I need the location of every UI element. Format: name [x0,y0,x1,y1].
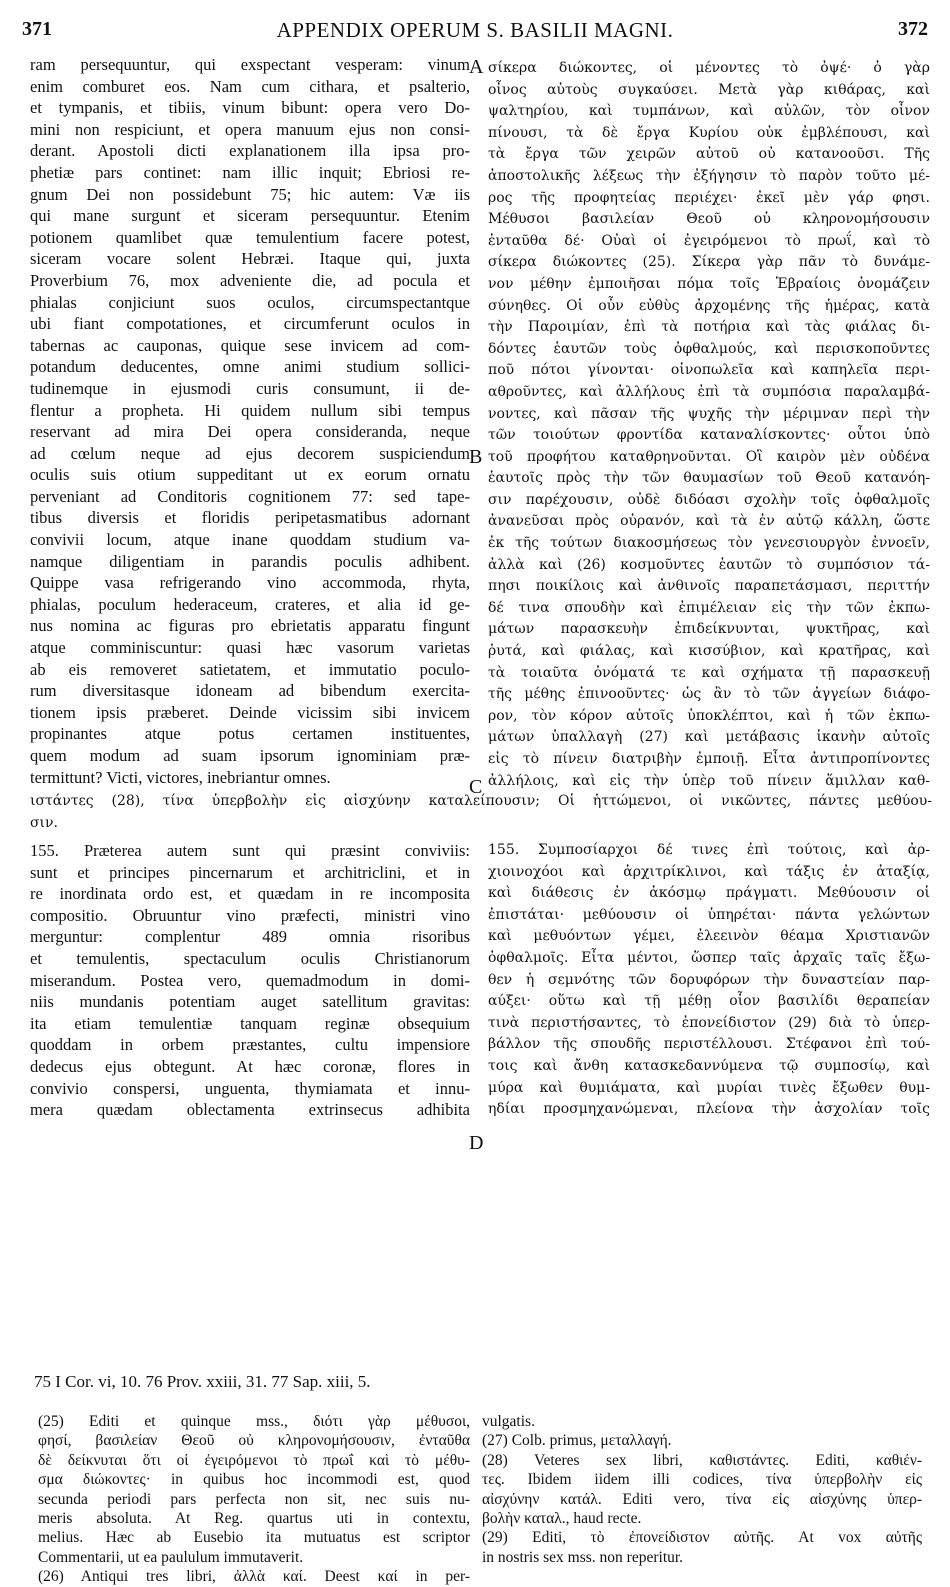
latin-text-line: siceram vocare solent Hebræi. Itaque qui, juxta [30,249,470,269]
latin-text-line: Quippe vasa refrigerando vino accommoda, rhyta, [30,573,470,593]
note-line: φησί, βασιλείαν Θεοῦ οὐ κληρονομήσουσιν, ἐνταῦθα [38,1432,470,1450]
page-header [22,18,928,46]
latin-text-line: ab eis removeret satietatem, et immutatio poculo- [30,659,470,679]
latin-text-line: ubi fiant compotationes, et circumferunt oculos in [30,314,470,334]
latin-text-line: potandum deducentes, omne animi studium sollici- [30,357,470,377]
latin-text-line: tudinemque in ejusmodi curis consumunt, ii de- [30,378,470,398]
note-line: τες. Ibidem iidem illi codices, τίνα ὑπερβολὴν εἰς [482,1471,922,1489]
latin-text-line: et temulentis, spectaculum oculis Christianorum [30,948,470,968]
greek-text-line: τὰ ἔργα τῶν χειρῶν αὐτοῦ οὐ κατανοοῦσι. Τῆς [488,146,930,163]
greek-text-line: μάτων ὑπαλλαγὴ (27) καὶ μετάβασις ἱκανὴν αὐτοῖς [488,729,930,746]
greek-text-line: ἐκ τῆς τούτων διακοσμήσεως τὸν γενεσιουργὸν ἐννοεῖν, [488,535,930,552]
greek-section-155 [488,840,930,1121]
greek-text-line: ποῦ πότοι γίνονται· οἰνοπωλεῖα καὶ καπηλεῖα περι- [488,362,930,379]
note-line: (29) Editi, τὸ ἐπονείδιστον αὐτῆς. At vox αὐτῆς [482,1529,922,1547]
greek-text-line: ιστάντες (28), τίνα ὑπερβολὴν εἰς αἰσχύνην καταλείπουσιν; Οἱ ἡττώμενοι, οἱ νικῶντες, πάντες μεθύου- [30,793,932,809]
note-line: Commentarii, ut ea paululum immutaverit. [38,1548,304,1566]
greek-text-line: ρον, τὸν κόρον αὐτοῖς ὑποκλέπτοι, καὶ ἡ τῶν ἐκπω- [488,707,930,724]
latin-text-line: derant. Apostoli dicti explanationem illa ipsa pro- [30,141,470,161]
latin-text-line: quoddam in orbem præstantes, cultu impensiore [30,1035,470,1055]
note-line: σμα διώκοντες· in quibus hoc incommodi est, quod [38,1471,470,1489]
greek-text-line: ἀλλήλοις, καὶ εἰς τὴν ὑπὲρ τοῦ πίνειν ἅμιλλαν καθ- [488,772,930,789]
latin-text-line: atque comminiscuntur: quasi hæc vasorum varietas [30,638,470,658]
latin-text-line: namque diligentiam in parandis poculis adhibent. [30,551,470,571]
greek-text-line: τῶν τοιούτων φροντίδα καταναλίσκοντες· οὗτοι ὑπὸ [488,427,930,444]
greek-text-line: δόντες ἑαυτῶν τοὺς ὀφθαλμούς, καὶ περισκοποῦντες [488,340,930,357]
note-line: (27) Colb. primus, μεταλλαγή. [482,1432,672,1450]
critical-notes-right [482,1412,922,1567]
greek-text-line: τὰ τοιαῦτα ὀνόματά τε καὶ σχήματα τῇ παρασκευῇ [488,664,930,681]
latin-text-line: qui mane surgunt et siceram persequuntur. Etenim [30,206,470,226]
note-line: (26) Antiqui tres libri, ἀλλὰ καί. Deest καί in per- [38,1568,470,1586]
greek-text-line: νοντες, καὶ πᾶσαν τῆς ψυχῆς τὴν μέριμναν περὶ τὴν [488,405,930,422]
latin-text-line: perveniant ad Conditoris cognitionem 77: sed tape- [30,486,470,506]
latin-text-line: tabernas ac cauponas, quique sese invicem ad com- [30,335,470,355]
greek-text-line: νον μέθην ἐμποιῆσαι πόμα τοῖς Ἑβραίοις ὀνομάζειν [488,275,930,292]
latin-text-line: et tympanis, et tibiis, vinum bibunt: opera vero Do- [30,98,470,118]
greek-text-line: αύξει· οὕτω καὶ τῇ μέθῃ οἷον βασιλίδι θεραπείαν [488,993,930,1010]
greek-text-line: καὶ μεθυόντων γέμει, ἐλεεινὸν θέαμα Χριστιανῶν [488,928,930,945]
greek-text-line: Μέθυσοι βασιλείαν Θεοῦ οὐ κληρονομήσουσιν [488,211,930,228]
latin-text-line: ram persequuntur, qui exspectant vesperam: vinum [30,55,470,74]
latin-text-line: oculis suis otium suppeditant ut ex eorum ornatu [30,465,470,485]
latin-text-line: tionem ipsis præberet. Deinde vicissim sibi invicem [30,702,470,722]
latin-text-line: mera quædam oblectamenta extrinsecus adhibita [30,1100,470,1120]
latin-text-line: convivio conspersi, unguenta, thymiamata et innu- [30,1078,470,1098]
greek-column [488,58,930,792]
greek-text-line: ψαλτηρίου, καὶ τυμπάνων, καὶ αὐλῶν, τὸν οἶνον [488,103,930,120]
latin-text-line: enim comburet eos. Nam cum cithara, et psalterio, [30,76,470,96]
greek-text-line: θεν ἡ σεμνότης τῶν δορυφόρων τὴν δυναστείαν παρ- [488,971,930,988]
greek-text-line: αθροῦντες, καὶ ἀλλήλους ἐπὶ τὰ συμπόσια παραλαμβά- [488,383,930,400]
greek-text-line: ἐνταῦθα δέ· Οὐαὶ οἱ ἐγειρόμενοι τὸ πρωΐ, καὶ τὸ [488,232,930,249]
latin-text-line: merguntur: complentur 489 omnia risoribus [30,927,470,947]
note-line: vulgatis. [482,1413,535,1430]
greek-text-line: τῆς μέθης ἐπινοοῦντες· ὡς ἂν τὸ τῶν ἀγγείων διάφο- [488,686,930,703]
full-width-greek-lines [30,791,932,834]
latin-text-line: reservant ad mira Dei opera consideranda, neque [30,422,470,442]
latin-text-line: phialas, poculum hederaceum, crateres, et alia id ge- [30,594,470,614]
margin-letter-b: B [469,446,483,468]
running-title: APPENDIX OPERUM S. BASILII MAGNI. [276,18,674,42]
latin-text-line: mini non respiciunt, et opera manuum ejus non consi- [30,119,470,139]
greek-text-line: ἀλλὰ καὶ (26) κοσμοῦντες ἑαυτῶν τὸ συμπόσιον τά- [488,556,930,573]
note-line: αἰσχύνην κατάλ. Editi vero, τίνα εἰς αἰσχύνης ὑπερ- [482,1490,922,1508]
greek-text-line: ηδίαι προσμηχανώμεναι, πλείονα τὴν ἀσχολίαν τοῖς [488,1101,930,1118]
latin-text-line: ita etiam temulentiæ tanquam reginæ obsequium [30,1013,470,1033]
note-line: (25) Editi et quinque mss., διότι γὰρ μέθυσοι, [38,1413,470,1430]
latin-text-line: potionem quamlibet quæ temulentium facere potest, [30,227,470,247]
greek-text-line: ἀποστολικῆς λέξεως τὴν ἐξήγησιν τὸ παρὸν τοῦτο μέ- [488,167,930,184]
note-line: in nostris sex mss. non reperitur. [482,1548,684,1566]
note-line: melius. Hæc ab Eusebio ita mutuatus est scriptor [38,1529,470,1547]
latin-text-line: flentur a propheta. Hi quidem nullum sibi tempus [30,400,470,420]
latin-text-line: gnum Dei non possidebunt 75; hic autem: Væ iis [30,184,470,204]
scripture-footnotes: 75 I Cor. vi, 10. 76 Prov. xxiii, 31. 77 Sap. xiii, 5. [34,1372,371,1391]
greek-text-line: πίνουσι, τὰ δὲ ἔργα Κυρίου οὐκ ἐμβλέπουσι, καὶ [488,124,930,141]
greek-text-line: σίκερα διώκοντες, οἱ μένοντες τὸ ὀψέ· ὁ γὰρ [488,60,930,76]
greek-text-line: ῥυτά, καὶ φιάλας, καὶ κισσύβιον, καὶ κρατῆρας, καὶ [488,643,930,660]
latin-text-line: 155. Præterea autem sunt qui præsint conviviis: [30,841,470,860]
latin-text-line: compositio. Obruuntur vino præfecti, ministri vino [30,905,470,925]
greek-text-line: 155. Συμποσίαρχοι δέ τινες ἐπὶ τούτοις, καὶ ἀρ- [488,842,930,858]
page-number-left: 371 [22,18,52,40]
latin-text-line: miserandum. Postea vero, quemadmodum in domi- [30,970,470,990]
greek-text-line: σιν παρέχουσιν, οὐδὲ διδόασι σχολὴν τοῖς ὀφθαλμοῖς [488,491,930,508]
latin-text-line: phetiæ pars continet: nam illic inquit; Ebriosi re- [30,162,470,182]
greek-text-line: ἑαυτοῖς πρὸς τὴν τῶν θαυμασίων τοῦ Θεοῦ κατανόη- [488,470,930,487]
latin-text-line: quem modum ad suam ipsorum ignominiam præ- [30,746,470,765]
greek-text-line: ρος τῆς προφητείας περιέχει· ἐκεῖ μὲν γάρ φησι. [488,189,930,206]
margin-letter-c: C [469,776,483,798]
greek-text-line: τινὰ περιστήσαντες, τὸ ἐπονείδιστον (29) διὰ τὸ ὑπερ- [488,1014,930,1031]
latin-text-line: termittunt? Victi, victores, inebriantur omnes. [30,767,331,787]
latin-text-line: tibus diversis et floridis peripetasmatibus adornant [30,508,470,528]
note-line: (28) Veteres sex libri, καθιστάντες. Editi, καθιέν- [482,1451,922,1469]
greek-text-line: ἀνανεῦσαι πρὸς οὐρανόν, καὶ τὰ ἐν αὐτῷ κάλλη, ὥστε [488,513,930,530]
critical-notes-left [38,1412,470,1587]
note-line: secunda periodi pars perfecta non sit, nec suis nu- [38,1490,470,1508]
greek-text-line: μύρα καὶ θυμιάματα, καὶ μυρίαι τινὲς ἔξωθεν θυμ- [488,1079,930,1096]
latin-text-line: phialas conjiciunt suos oculos, circumspectantque [30,292,470,312]
greek-text-line: χιοινοχόοι καὶ ἀρχιτρίκλινοι, καὶ τάξις ἐν ἀταξίᾳ, [488,863,930,880]
greek-text-line: σιν. [30,814,59,831]
latin-text-line: Proverbium 76, mox adveniente die, ad pocula et [30,270,470,290]
margin-letter-d: D [469,1132,484,1154]
latin-text-line: sunt et principes pincernarum et architriclini, et in [30,862,470,882]
greek-text-line: τοῦ προφήτου καταθρηνοῦνται. Οἳ καιρὸν μὲν οὐδένα [488,448,930,465]
greek-text-line: δέ τινα σπουδὴν καὶ ἐπιμέλειαν εἰς τὴν τῶν ἐκπω- [488,599,930,616]
margin-letter-a: A [469,56,484,78]
greek-text-line: ὀφθαλμοῖς. Εἶτα μέντοι, ὥσπερ ταῖς ἀρχαῖς ταῖς ἔξω- [488,949,930,966]
note-line: δὲ δείκνυται ὅτι οἱ ἐγειρόμενοι τὸ πρωΐ καὶ τὸ μέθυ- [38,1451,470,1469]
greek-text-line: βάλλον τῆς σπουδῆς περιστέλλουσι. Στέφανοι ἐπὶ τού- [488,1036,930,1053]
page-number-right: 372 [898,18,928,40]
latin-text-line: propinantes atque potus certamen instituentes, [30,724,470,744]
greek-text-line: ἐπιστάται· μεθύουσιν οἱ ὑπηρέται· πάντα γελώντων [488,906,930,923]
note-line: βολὴν καταλ., haud recte. [482,1509,642,1527]
note-line: meris absoluta. At Reg. quartus uti in contextu, [38,1509,470,1527]
latin-text-line: re inordinata ordo est, et quædam in re incomposita [30,884,470,904]
latin-text-line: dedecus ejus obtegunt. At hæc coronæ, flores in [30,1056,470,1076]
greek-text-line: μάτων παρασκευὴν ἐπιδείκνυνται, ψυκτῆρας, καὶ [488,621,930,638]
latin-column [30,54,470,788]
greek-text-line: τὴν Παροιμίαν, ἐπὶ τὰ ποτήρια καὶ τὰς φιάλας δι- [488,319,930,336]
latin-section-155 [30,840,470,1121]
greek-text-line: εἰς τὸ πίνειν διατριβὴν ἐμποιῇ. Εἶτα ἀντιπροπίνοντες [488,751,930,767]
greek-text-line: καὶ διάθεσις ἐν ἀκόσμῳ πράγματι. Μεθύουσιν οἱ [488,885,930,902]
greek-text-line: σίκερα διώκοντες (25). Σίκερα γὰρ πᾶν τὸ δυνάμε- [488,254,930,271]
greek-text-line: σύνηθες. Οἱ οὖν εὐθὺς ἀρχομένης τῆς ἡμέρας, κατὰ [488,297,930,314]
latin-text-line: niis mundanis potentiam auget satellitum gravitas: [30,992,470,1012]
latin-text-line: rum diversitasque idoneam ad bibendum exercita- [30,681,470,701]
latin-text-line: nus nomina ac figuras pro ebrietatis apparatu fingunt [30,616,470,636]
latin-text-line: convivii locum, atque inane quoddam studium va- [30,530,470,550]
greek-text-line: τοις καὶ ἄνθη κατασκεδαννύμενα τῷ συμποσίῳ, καὶ [488,1057,930,1074]
greek-text-line: πησι ποικίλοις καὶ ἀνθινοῖς παραπετάσμασι, περιττήν [488,578,930,595]
greek-text-line: οἶνος αὐτοὺς συγκαύσει. Μετὰ γὰρ κιθάρας, καὶ [488,81,930,98]
latin-text-line: ad cœlum neque ad ejus decorem suspiciendum [30,443,470,463]
